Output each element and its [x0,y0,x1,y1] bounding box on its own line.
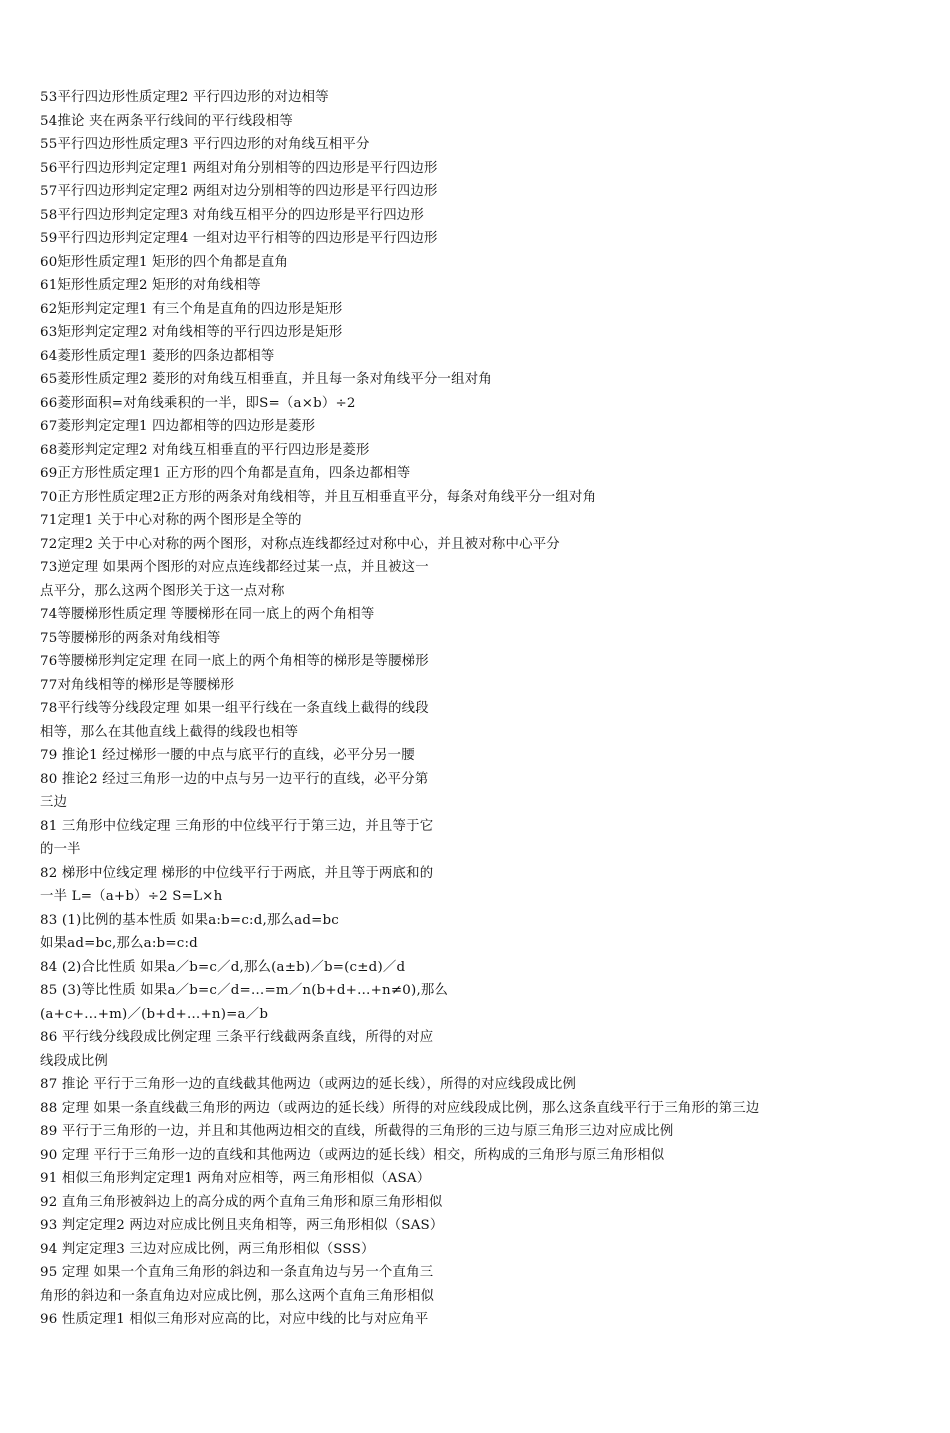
document-line: (a+c+…+m)／(b+d+…+n)=a／b [40,1006,269,1022]
document-line: 71定理1 关于中心对称的两个图形是全等的 [40,513,302,528]
document-line: 86 平行线分线段成比例定理 三条平行线截两条直线，所得的对应 [40,1030,434,1045]
document-line: 63矩形判定定理2 对角线相等的平行四边形是矩形 [40,325,343,340]
document-line: 75等腰梯形的两条对角线相等 [40,630,221,646]
document-line: 88 定理 如果一条直线截三角形的两边（或两边的延长线）所得的对应线段成比例，那么这条直线平行于三角形的第三边 [40,1100,760,1116]
document-line: 72定理2 关于中心对称的两个图形，对称点连线都经过对称中心，并且被对称中心平分 [40,536,560,552]
document-line: 62矩形判定定理1 有三个角是直角的四边形是矩形 [40,301,343,317]
document-line: 69正方形性质定理1 正方形的四个角都是直角，四条边都相等 [40,466,411,481]
document-line: 76等腰梯形判定定理 在同一底上的两个角相等的梯形是等腰梯形 [40,654,429,669]
document-line: 74等腰梯形性质定理 等腰梯形在同一底上的两个角相等 [40,607,375,622]
document-line: 点平分，那么这两个图形关于这一点对称 [40,583,285,599]
document-line: 96 性质定理1 相似三角形对应高的比，对应中线的比与对应角平 [40,1312,429,1327]
document-line: 相等，那么在其他直线上截得的线段也相等 [40,724,299,740]
document-line: 68菱形判定定理2 对角线互相垂直的平行四边形是菱形 [40,442,370,458]
document-line: 73逆定理 如果两个图形的对应点连线都经过某一点，并且被这一 [40,560,429,575]
document-line: 一半 L=（a+b）÷2 S=L×h [40,889,223,904]
document-line: 78平行线等分线段定理 如果一组平行线在一条直线上截得的线段 [40,701,429,716]
document-line: 如果ad=bc,那么a:b=c:d [40,936,198,951]
document-line: 53平行四边形性质定理2 平行四边形的对边相等 [40,90,329,105]
document-line: 82 梯形中位线定理 梯形的中位线平行于两底，并且等于两底和的 [40,865,434,881]
document-line: 66菱形面积=对角线乘积的一半，即S=（a×b）÷2 [40,395,356,411]
document-line: 94 判定定理3 三边对应成比例，两三角形相似（SSS） [40,1241,375,1257]
document-line: 89 平行于三角形的一边，并且和其他两边相交的直线，所截得的三角形的三边与原三角形三边对应成比例 [40,1124,674,1139]
document-line: 83 (1)比例的基本性质 如果a:b=c:d,那么ad=bc [40,912,339,928]
document-line: 55平行四边形性质定理3 平行四边形的对角线互相平分 [40,137,370,152]
document-line: 87 推论 平行于三角形一边的直线截其他两边（或两边的延长线），所得的对应线段成比例 [40,1077,577,1092]
document-line: 92 直角三角形被斜边上的高分成的两个直角三角形和原三角形相似 [40,1194,443,1210]
document-line: 三边 [40,795,68,810]
document-body [40,86,920,1332]
document-line: 93 判定定理2 两边对应成比例且夹角相等，两三角形相似（SAS） [40,1218,444,1233]
document-line: 61矩形性质定理2 矩形的对角线相等 [40,278,261,293]
document-line: 65菱形性质定理2 菱形的对角线互相垂直，并且每一条对角线平分一组对角 [40,372,492,387]
document-line: 60矩形性质定理1 矩形的四个角都是直角 [40,254,289,270]
document-line: 84 (2)合比性质 如果a／b=c／d,那么(a±b)／b=(c±d)／d [40,959,406,975]
document-line: 58平行四边形判定定理3 对角线互相平分的四边形是平行四边形 [40,207,424,223]
document-line: 59平行四边形判定定理4 一组对边平行相等的四边形是平行四边形 [40,231,438,246]
document-line: 54推论 夹在两条平行线间的平行线段相等 [40,113,293,129]
document-line: 70正方形性质定理2正方形的两条对角线相等，并且互相垂直平分，每条对角线平分一组对角 [40,489,597,505]
document-line: 56平行四边形判定定理1 两组对角分别相等的四边形是平行四边形 [40,160,438,176]
document-line: 85 (3)等比性质 如果a／b=c／d=…=m／n(b+d+…+n≠0),那么 [40,983,449,998]
document-line: 67菱形判定定理1 四边都相等的四边形是菱形 [40,419,316,434]
document-line: 57平行四边形判定定理2 两组对边分别相等的四边形是平行四边形 [40,184,438,199]
document-line: 95 定理 如果一个直角三角形的斜边和一条直角边与另一个直角三 [40,1265,434,1280]
document-line: 81 三角形中位线定理 三角形的中位线平行于第三边，并且等于它 [40,818,434,834]
document-line: 77对角线相等的梯形是等腰梯形 [40,677,235,693]
document-line: 80 推论2 经过三角形一边的中点与另一边平行的直线，必平分第 [40,771,429,787]
document-line: 91 相似三角形判定定理1 两角对应相等，两三角形相似（ASA） [40,1171,431,1186]
document-line: 线段成比例 [40,1053,108,1069]
document-line: 64菱形性质定理1 菱形的四条边都相等 [40,348,275,364]
document-line: 的一半 [40,842,81,857]
document-line: 79 推论1 经过梯形一腰的中点与底平行的直线，必平分另一腰 [40,748,415,763]
document-line: 90 定理 平行于三角形一边的直线和其他两边（或两边的延长线）相交，所构成的三角形与原三角形相似 [40,1147,665,1163]
document-line: 角形的斜边和一条直角边对应成比例，那么这两个直角三角形相似 [40,1288,435,1304]
